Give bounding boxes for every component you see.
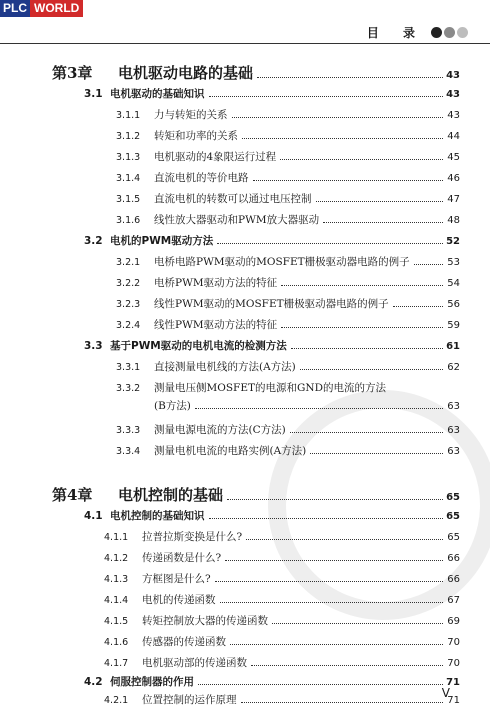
entry-number: 3.1.3 (116, 152, 141, 163)
toc-entry[interactable] (116, 380, 460, 395)
page-number: 70 (447, 658, 460, 669)
entry-title: 拉普拉斯变换是什么? (142, 531, 243, 543)
entry-title: 基于PWM驱动的电机电流的检测方法 (110, 340, 287, 352)
page-number: 43 (446, 70, 460, 81)
page-number: 59 (447, 320, 460, 331)
entry-title: 转矩控制放大器的传递函数 (142, 615, 268, 627)
entry-number: 3.3 (84, 340, 103, 352)
dot-leader (316, 201, 444, 202)
chapter-number: 第4章 (52, 486, 93, 504)
entry-number: 3.3.4 (116, 446, 141, 457)
toc-entry[interactable] (116, 422, 460, 437)
chapter-title: 电机驱动电路的基础 (118, 64, 254, 82)
entry-title: 传递函数是什么? (142, 552, 222, 564)
header-dot-2 (444, 27, 455, 38)
toc-entry[interactable] (84, 86, 460, 101)
footer-page-number: V (441, 686, 450, 700)
dot-leader (232, 117, 444, 118)
entry-title: 方框图是什么? (142, 573, 211, 585)
dot-leader (310, 453, 443, 454)
entry-number: 3.3.1 (116, 362, 141, 373)
dot-leader (272, 623, 443, 624)
chapter-4-entry[interactable] (52, 484, 460, 505)
entry-number: 3.3.2 (116, 383, 141, 394)
toc-entry[interactable] (116, 149, 460, 164)
dot-leader (227, 499, 443, 500)
toc-entry[interactable] (104, 692, 460, 707)
entry-number: 4.1.4 (104, 595, 129, 606)
header-dot-3 (457, 27, 468, 38)
entry-number: 4.1.6 (104, 637, 129, 648)
entry-title: 直流电机的转数可以通过电压控制 (154, 193, 312, 205)
header-rule (0, 43, 490, 44)
dot-leader (230, 644, 443, 645)
page-number: 45 (447, 152, 460, 163)
page-number: 44 (447, 131, 460, 142)
entry-title: 线性PWM驱动方法的特征 (154, 319, 278, 331)
header-dot-1 (431, 27, 442, 38)
entry-number: 3.1.5 (116, 194, 141, 205)
page-number: 61 (446, 341, 460, 352)
page-header (367, 24, 468, 41)
toc-entry-continuation[interactable] (154, 398, 460, 413)
dot-leader (281, 327, 443, 328)
page-number: 54 (447, 278, 460, 289)
entry-title: 测量电机电流的电路实例(A方法) (154, 445, 307, 457)
plcworld-logo (0, 0, 83, 17)
entry-title: 电机的传递函数 (142, 594, 216, 606)
entry-title: 电机驱动的4象限运行过程 (154, 151, 277, 163)
toc-entry[interactable] (116, 317, 460, 332)
toc-entry[interactable] (116, 191, 460, 206)
page-number: 48 (447, 215, 460, 226)
dot-leader (241, 702, 444, 703)
entry-title: 传感器的传递函数 (142, 636, 226, 648)
dot-leader (290, 432, 443, 433)
entry-number: 4.1.5 (104, 616, 129, 627)
toc-entry[interactable] (84, 338, 460, 353)
entry-title: 电机的PWM驱动方法 (110, 235, 214, 247)
dot-leader (246, 539, 443, 540)
entry-number: 4.1 (84, 510, 103, 522)
entry-title-continuation: (B方法) (154, 400, 191, 412)
dot-leader (281, 285, 443, 286)
toc-entry[interactable] (116, 107, 460, 122)
toc-entry[interactable] (104, 592, 460, 607)
entry-title: 伺服控制器的作用 (110, 676, 194, 688)
entry-number: 3.1.6 (116, 215, 141, 226)
entry-number: 4.1.7 (104, 658, 129, 669)
toc-entry[interactable] (116, 275, 460, 290)
toc-entry[interactable] (116, 128, 460, 143)
entry-title: 电桥电路PWM驱动的MOSFET栅极驱动器电路的例子 (154, 256, 410, 268)
entry-title: 电机驱动的基础知识 (110, 88, 205, 100)
chapter-title: 电机控制的基础 (118, 486, 224, 504)
page-number: 56 (447, 299, 460, 310)
entry-title: 位置控制的运作原理 (142, 694, 237, 706)
page-number: 69 (447, 616, 460, 627)
entry-title: 电机驱动部的传递函数 (142, 657, 247, 669)
entry-title: 测量电源电流的方法(C方法) (154, 424, 286, 436)
dot-leader (280, 159, 443, 160)
entry-number: 3.2.1 (116, 257, 141, 268)
dot-leader (220, 602, 444, 603)
dot-leader (209, 518, 444, 519)
chapter-3-entry[interactable] (52, 62, 460, 83)
entry-number: 3.1 (84, 88, 103, 100)
page-number: 62 (447, 362, 460, 373)
logo-plc: PLC (0, 0, 30, 17)
entry-title: 直流电机的等价电路 (154, 172, 249, 184)
entry-title: 线性放大器驱动和PWM放大器驱动 (154, 214, 320, 226)
toc-entry[interactable] (104, 529, 460, 544)
page-number: 67 (447, 595, 460, 606)
dot-leader (253, 180, 444, 181)
toc-entry[interactable] (104, 613, 460, 628)
toc-entry[interactable] (116, 212, 460, 227)
toc-entry[interactable] (84, 508, 460, 523)
toc-entry[interactable] (104, 550, 460, 565)
entry-number: 4.2.1 (104, 695, 129, 706)
page-number: 71 (447, 695, 460, 706)
entry-title: 电机控制的基础知识 (110, 510, 205, 522)
dot-leader (225, 560, 443, 561)
page-number: 70 (447, 637, 460, 648)
page-number: 46 (447, 173, 460, 184)
toc-entry[interactable] (104, 655, 460, 670)
dot-leader (198, 684, 443, 685)
page-number: 52 (446, 236, 460, 247)
entry-title: 直接测量电机线的方法(A方法) (154, 361, 296, 373)
entry-title: 力与转矩的关系 (154, 109, 228, 121)
page-number: 63 (447, 425, 460, 436)
page-number: 43 (447, 110, 460, 121)
page-number: 43 (446, 89, 460, 100)
dot-leader (217, 243, 443, 244)
entry-number: 4.1.1 (104, 532, 129, 543)
toc-entry[interactable] (84, 674, 460, 689)
entry-number: 3.2.3 (116, 299, 141, 310)
dot-leader (393, 306, 443, 307)
toc-entry[interactable] (116, 296, 460, 311)
chapter-number: 第3章 (52, 64, 93, 82)
entry-number: 4.1.2 (104, 553, 129, 564)
page-number: 71 (446, 677, 460, 688)
page-number: 65 (446, 492, 460, 503)
entry-number: 3.1.2 (116, 131, 141, 142)
toc-entry[interactable] (116, 254, 460, 269)
dot-leader (209, 96, 444, 97)
entry-title: 转矩和功率的关系 (154, 130, 238, 142)
entry-number: 3.1.4 (116, 173, 141, 184)
page-number: 65 (447, 532, 460, 543)
entry-number: 4.2 (84, 676, 103, 688)
page-title: 目 录 (366, 26, 425, 40)
entry-title: 电桥PWM驱动方法的特征 (154, 277, 278, 289)
entry-title: 测量电压侧MOSFET的电源和GND的电流的方法 (154, 382, 386, 394)
page-number: 65 (446, 511, 460, 522)
page-number: 66 (447, 574, 460, 585)
dot-leader (195, 408, 443, 409)
dot-leader (215, 581, 443, 582)
dot-leader (242, 138, 443, 139)
page-number: 66 (447, 553, 460, 564)
page-number: 47 (447, 194, 460, 205)
page-number: 63 (447, 401, 460, 412)
entry-number: 3.1.1 (116, 110, 141, 121)
dot-leader (257, 77, 443, 78)
entry-title: 线性PWM驱动的MOSFET栅极驱动器电路的例子 (154, 298, 389, 310)
dot-leader (323, 222, 443, 223)
entry-number: 3.2.4 (116, 320, 141, 331)
page-number: 63 (447, 446, 460, 457)
entry-number: 3.2.2 (116, 278, 141, 289)
logo-world: WORLD (30, 0, 83, 17)
entry-number: 3.3.3 (116, 425, 141, 436)
dot-leader (291, 348, 443, 349)
page-number: 53 (447, 257, 460, 268)
dot-leader (414, 264, 443, 265)
toc-entry[interactable] (116, 359, 460, 374)
toc-entry[interactable] (104, 634, 460, 649)
toc-entry[interactable] (116, 170, 460, 185)
dot-leader (251, 665, 443, 666)
entry-number: 4.1.3 (104, 574, 129, 585)
toc-entry[interactable] (116, 443, 460, 458)
entry-number: 3.2 (84, 235, 103, 247)
dot-leader (300, 369, 443, 370)
toc-entry[interactable] (104, 571, 460, 586)
toc-entry[interactable] (84, 233, 460, 248)
